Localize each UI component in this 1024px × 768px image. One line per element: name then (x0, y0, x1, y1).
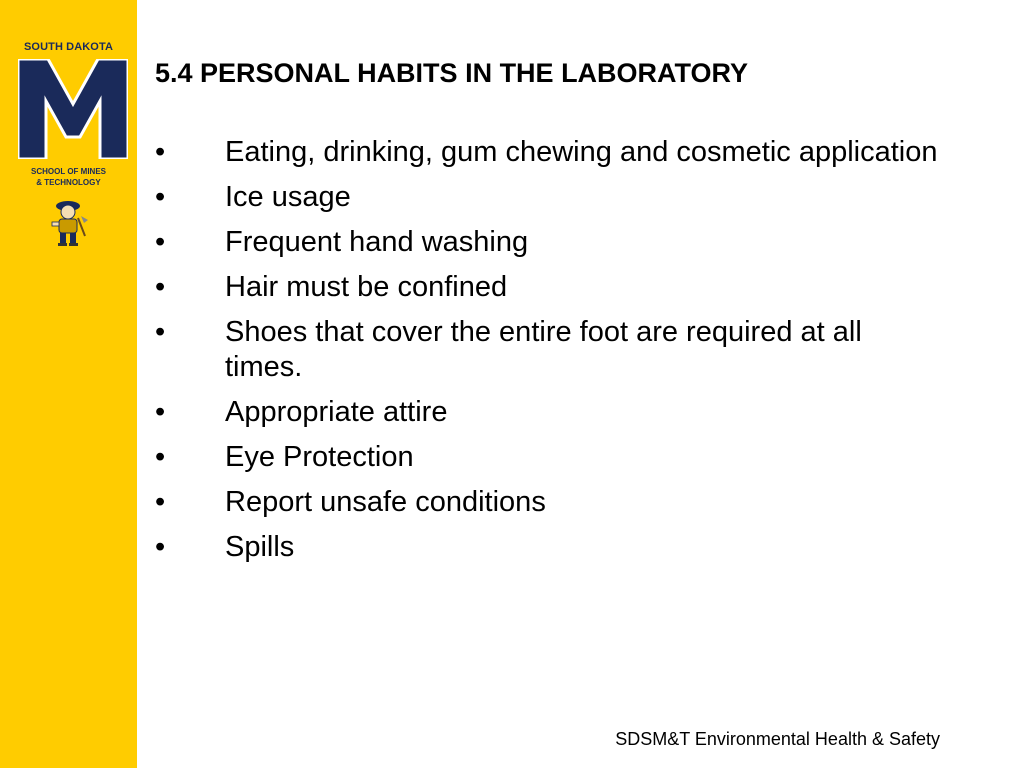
list-item (155, 315, 945, 385)
slide-title: 5.4 PERSONAL HABITS IN THE LABORATORY (155, 58, 749, 88)
bullet-text: Appropriate attire (225, 396, 448, 428)
list-item (155, 135, 945, 170)
bullet-text: Spills (225, 531, 295, 563)
footer-text: SDSM&T Environmental Health & Safety (615, 729, 940, 749)
list-item (155, 180, 945, 215)
bullet-text: Frequent hand washing (225, 226, 529, 258)
bullet-icon: • (155, 531, 166, 563)
bullet-icon: • (155, 486, 166, 518)
bullet-text: Eye Protection (225, 441, 414, 473)
logo-bottom-line2: & TECHNOLOGY (36, 178, 101, 187)
bullet-icon: • (155, 271, 166, 303)
mascot-icon (48, 196, 88, 248)
bullet-text: Shoes that cover the entire foot are required at all times. (225, 316, 862, 383)
list-item (155, 485, 945, 520)
list-item (155, 225, 945, 260)
bullet-icon: • (155, 181, 166, 213)
logo-m-icon (18, 59, 128, 159)
bullet-icon: • (155, 226, 166, 258)
logo-bottom-text (0, 166, 137, 188)
bullet-icon: • (155, 396, 166, 428)
bullet-text: Eating, drinking, gum chewing and cosmetic application (225, 136, 938, 168)
list-item (155, 440, 945, 475)
logo-bottom-line1: SCHOOL OF MINES (31, 167, 106, 176)
bullet-icon: • (155, 316, 166, 348)
logo-top-text: SOUTH DAKOTA (24, 41, 113, 53)
list-item (155, 270, 945, 305)
bullet-icon: • (155, 441, 166, 473)
bullet-icon: • (155, 136, 166, 168)
bullet-list (155, 135, 955, 575)
bullet-text: Hair must be confined (225, 271, 508, 303)
bullet-text: Report unsafe conditions (225, 486, 546, 518)
sidebar-brand-bar (0, 0, 137, 768)
list-item (155, 395, 945, 430)
bullet-text: Ice usage (225, 181, 351, 213)
list-item (155, 530, 945, 565)
